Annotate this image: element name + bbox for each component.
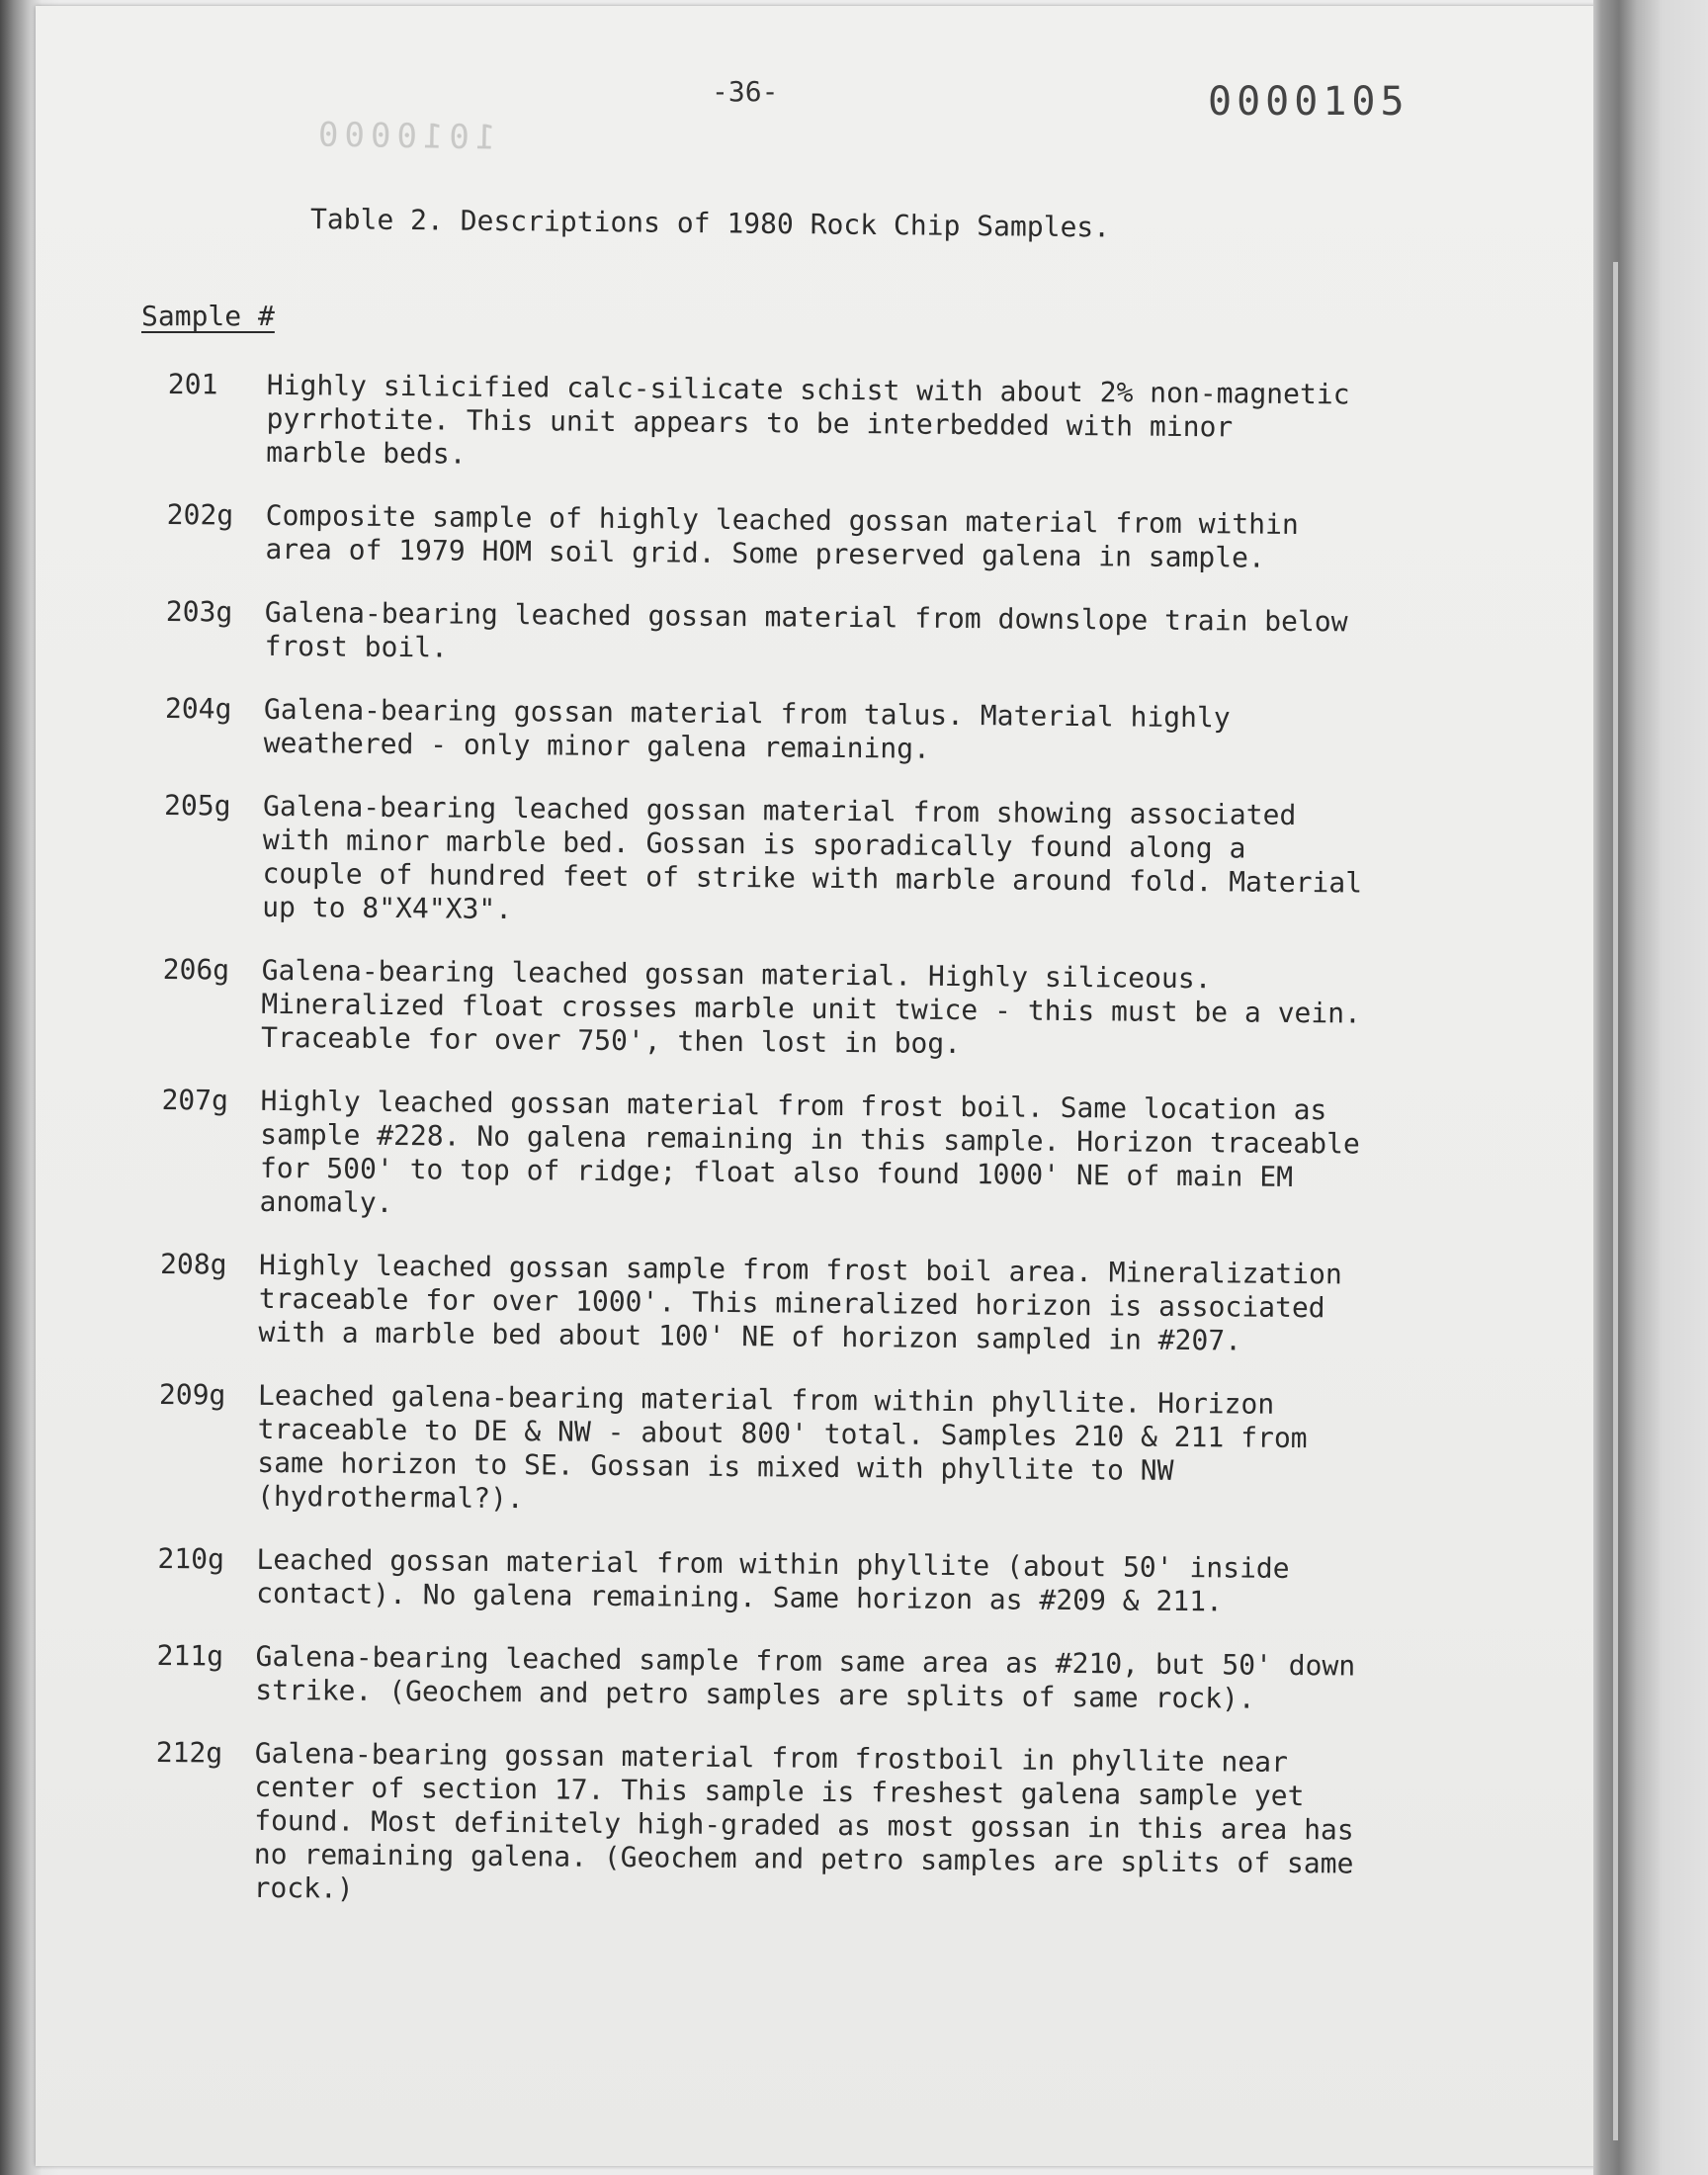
sample-id: 201	[167, 368, 218, 401]
sample-entry	[163, 789, 1489, 935]
sample-entry	[165, 595, 1491, 674]
sample-description: Galena-bearing leached sample from same area as #210, but 50' down strike. (Geochem and petro samples are splits of same rock).	[255, 1639, 1356, 1715]
sample-description: Galena-bearing gossan material from talus. Material highly weathered - only minor galena remaining.	[263, 692, 1231, 765]
sample-entry	[159, 1248, 1485, 1360]
sample-entry	[157, 1542, 1483, 1621]
sample-id: 209g	[158, 1377, 226, 1412]
sample-column-header: Sample #	[141, 300, 275, 332]
sample-description: Galena-bearing leached gossan material. Highly siliceous. Mineralized float crosses marble unit twice - this must be a vein. Traceable for over 750', then lost in bog.	[260, 953, 1362, 1061]
sample-entry	[167, 368, 1493, 480]
sample-description: Highly silicified calc-silicate schist with about 2% non-magnetic pyrrhotite. This unit appears to be interbedded with minor marble beds.	[266, 368, 1350, 471]
sample-description: Highly leached gossan sample from frost boil area. Mineralization traceable for over 1000'. This mineralized horizon is associated with a marble bed about 100' NE of horizon sampled in #207.	[258, 1248, 1342, 1357]
table-title: Table 2. Descriptions of 1980 Rock Chip Samples.	[309, 203, 1111, 244]
bleed-through-stamp: 1010000	[311, 115, 496, 158]
paper-edge-line	[1613, 262, 1618, 2140]
sample-description: Composite sample of highly leached gossan material from within area of 1979 HOM soil grid. Some preserved galena in sample.	[265, 498, 1299, 574]
sample-id: 206g	[162, 952, 230, 987]
sample-entry	[166, 498, 1492, 577]
sample-id: 204g	[164, 691, 232, 726]
sample-id: 212g	[155, 1735, 223, 1770]
sample-entry	[165, 692, 1491, 771]
sample-id: 207g	[161, 1083, 229, 1117]
page-number: -36-	[712, 75, 779, 108]
sample-id: 210g	[157, 1541, 225, 1576]
scan-edge-shadow	[1593, 0, 1708, 2175]
sample-id: 211g	[156, 1638, 224, 1673]
sample-entry	[158, 1378, 1484, 1524]
sample-entry	[154, 1736, 1480, 1916]
sample-id: 202g	[166, 497, 234, 532]
sample-entry	[162, 953, 1488, 1066]
sample-id: 203g	[165, 594, 233, 629]
sample-id: 205g	[163, 788, 231, 823]
sample-description: Galena-bearing gossan material from frostboil in phyllite near center of section 17. This sample is freshest galena sample yet found. Most definitely high-graded as most gossan in this area has no remaining galena. (Geochem and petro samples are splits of same rock.)	[253, 1736, 1354, 1905]
sample-description: Leached galena-bearing material from within phyllite. Horizon traceable to DE & NW - about 800' total. Samples 210 & 211 from same horizon to SE. Gossan is mixed with phyllite to NW (hydrothermal?).	[256, 1378, 1308, 1516]
sample-entry	[160, 1084, 1486, 1230]
sample-entry	[156, 1639, 1482, 1718]
sample-description: Leached gossan material from within phyllite (about 50' inside contact). No galena remaining. Same horizon as #209 & 211.	[256, 1542, 1290, 1618]
sample-description: Galena-bearing leached gossan material from downslope train below frost boil.	[264, 595, 1348, 664]
sample-id: 208g	[159, 1247, 227, 1281]
sample-description: Galena-bearing leached gossan material from showing associated with minor marble bed. Gossan is sporadically found along a couple of hundred feet of strike with marble around fold. Material up to 8"X4"X3".	[262, 789, 1363, 926]
document-id-stamp: 0000105	[1208, 79, 1409, 125]
sample-description: Highly leached gossan material from frost boil. Same location as sample #228. No galena remaining in this sample. Horizon traceable for 500' to top of ridge; float also found 1000' NE of main EM anomaly.	[259, 1084, 1360, 1220]
sample-list	[154, 368, 1493, 1916]
